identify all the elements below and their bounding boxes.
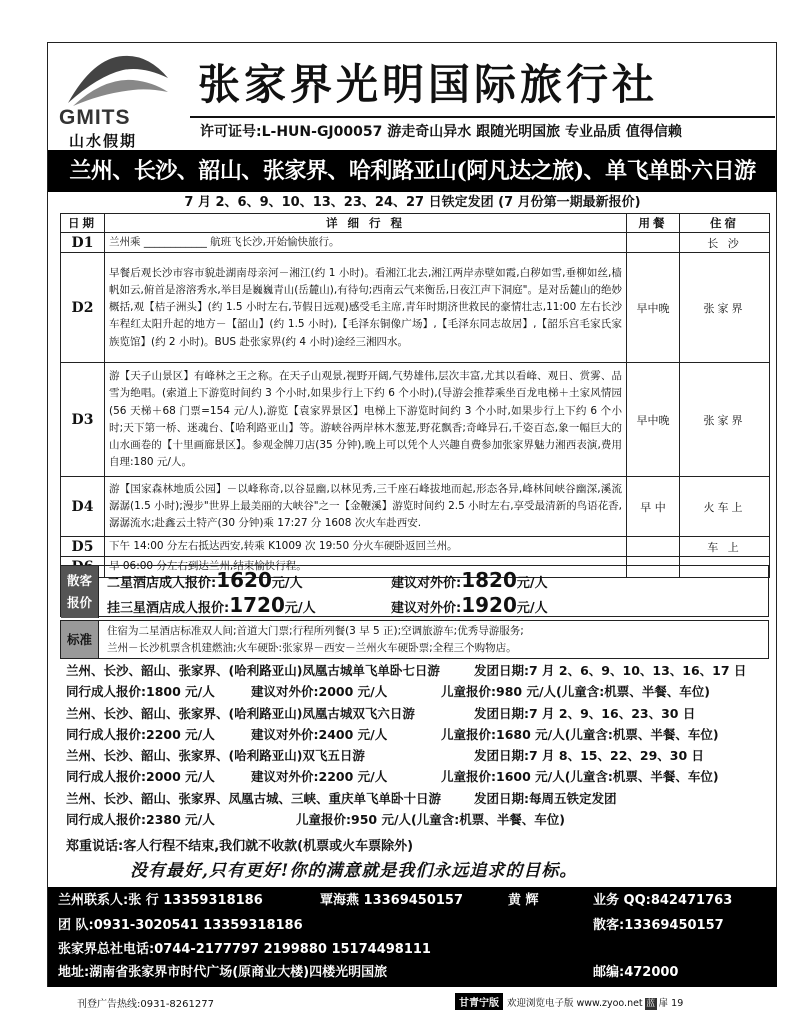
price-row-1: 二星酒店成人报价:1620元/人: [107, 568, 303, 592]
price-label-line1: 散客: [66, 573, 92, 588]
table-row: [61, 537, 770, 557]
table-row: [61, 477, 770, 537]
day-stay: 长 沙: [680, 233, 770, 253]
company-name: 张家界光明国际旅行社: [198, 60, 659, 109]
day-description: 兰州乘 ____________ 航班飞长沙,开始愉快旅行。: [105, 233, 627, 253]
departure-dates: 7 月 2、6、9、10、13、23、24、27 日铁定发团 (7 月份第一期最新报价): [184, 195, 641, 210]
standard-box: [60, 620, 769, 659]
standard-line: 住宿为二星酒店标准双人间;首道大门票;行程所列餐(3 早 5 正);空调旅游车;优秀导游服务;: [107, 625, 524, 637]
route-title: 兰州、长沙、韶山、张家界、凤凰古城、三峡、重庆单飞单卧十日游 发团日期:每周五铁定发团: [66, 790, 617, 806]
table-row: [61, 233, 770, 253]
notice: 郑重说话:客人行程不结束,我们就不收款(机票或火车票除外): [66, 839, 414, 854]
contact-line: 覃海燕 13369450157: [320, 893, 464, 908]
route-title: 兰州、长沙、韶山、张家界、(哈利路亚山)双飞五日游 发团日期:7 月 8、15、22、29、30 日: [66, 748, 705, 764]
itinerary-table: [60, 213, 770, 578]
contact-line: 散客:13369450157: [593, 918, 724, 933]
license-line: 许可证号:L-HUN-GJ00057 游走奇山异水 跟随光明国旅 专业品质 值得信赖: [200, 124, 682, 140]
day-stay: 张家界: [680, 363, 770, 477]
logo-subtext: 山水假期: [69, 132, 138, 150]
day-stay: 张家界: [680, 253, 770, 363]
footer-info: [455, 993, 683, 1010]
table-row: [61, 253, 770, 363]
contact-address: 地址:湖南省张家界市时代广场(原商业大楼)四楼光明国旅: [58, 965, 388, 980]
divider: [190, 116, 775, 118]
header-meal: 用餐: [627, 214, 680, 233]
contact-line: 团 队:0931-3020541 13359318186: [58, 918, 303, 933]
day-meal: [627, 233, 680, 253]
standard-line: 兰州－长沙机票含机建燃油;火车硬卧:张家界－西安－兰州火车硬卧票;全程三个购物店。: [107, 642, 517, 654]
price-box: [60, 565, 769, 617]
tour-title: 兰州、长沙、韶山、张家界、哈利路亚山(阿凡达之旅)、单飞单卧六日游: [48, 150, 777, 192]
day-meal: 早 中: [627, 477, 680, 537]
contact-line: 张家界总社电话:0744-2177797 2199880 15174498111: [58, 942, 431, 957]
table-header: [61, 214, 770, 233]
day-label: D2: [61, 253, 105, 363]
contact-line: 黄 辉: [508, 893, 539, 908]
other-routes: [66, 660, 766, 830]
header-stay: 住宿: [680, 214, 770, 233]
price-row-2: 挂三星酒店成人报价:1720元/人: [107, 593, 316, 617]
day-description: 下午 14:00 分左右抵达西安,转乘 K1009 次 19:50 分火车硬卧返回兰州。: [105, 537, 627, 557]
route-title: 兰州、长沙、韶山、张家界、(哈利路亚山)凤凰古城单飞单卧七日游 发团日期:7 月 2、6、9、10、13、16、17 日: [66, 663, 747, 678]
day-meal: [627, 537, 680, 557]
day-label: D5: [61, 537, 105, 557]
day-stay: 车 上: [680, 537, 770, 557]
ad-hotline: 刊登广告热线:0931-8261277: [77, 999, 214, 1010]
logo-text: GMITS: [59, 106, 131, 129]
day-meal: 早中晚: [627, 253, 680, 363]
price-label: [61, 566, 99, 618]
route-prices: 同行成人报价:1800 元/人 建议对外价:2000 元/人 儿童报价:980 元/人(儿童含:机票、半餐、车位): [66, 684, 710, 700]
day-description: 早 06:00 分左右到达兰州,结束愉快行程。: [105, 557, 627, 577]
slogan: 没有最好,只有更好!你的满意就是我们永远追求的目标。: [130, 861, 578, 881]
day-stay: 火车上: [680, 477, 770, 537]
mountain-logo-icon: [63, 48, 173, 110]
site-text[interactable]: 欢迎浏览电子版 www.zyoo.net: [507, 998, 643, 1009]
price-row-2-suggest: 建议对外价:1920元/人: [391, 593, 548, 617]
blue-badge: 蓝: [646, 999, 656, 1009]
day-label: D3: [61, 363, 105, 477]
page-number: 扉 19: [658, 998, 684, 1009]
route-prices: 同行成人报价:2200 元/人 建议对外价:2400 元/人 儿童报价:1680 元/人(儿童含:机票、半餐、车位): [66, 726, 719, 742]
day-description: 游【国家森林地质公园】－以峰称奇,以谷显幽,以林见秀,三千座石峰拔地而起,形态各异,峰林间峡谷幽深,溪流潺潺(1.5 小时);漫步"世界上最美丽的大峡谷"之一【金鞭溪】游览时间约 2.5 小时左右,享受最清新的鸟语花香,潺潺流水;赴鑫云土特产(30 分钟)乘 17:27 分 1608 次火车赴西安.: [105, 477, 627, 537]
contact-qq: 业务 QQ:842471763: [593, 893, 733, 908]
day-description: 早餐后观长沙市容市貌赴湖南母亲河－湘江(约 1 小时)。看湘江北去,湘江两岸赤壁如霞,白秽如雪,垂柳如丝,樯帆如云,俯首是溶溶秀水,举目是巍巍青山(岳麓山),有待句;西南云气来衡岳,日夜江声下洞庭"。是对岳麓山的绝妙概括,观【桔子洲头】(约 1.5 小时左右,节假日远观)感受毛主席,青年时期济世救民的豪情壮志,11:00 左右长沙车程红太阳升起的地方－【韶山】(约 1.5 小时),【毛泽东铜像广场】,【毛泽东同志故居】,【韶乐宫毛家氏家族览馆】(约 2 小时)。BUS 赴张家界(约 4 小时)途经三湘四水。: [105, 253, 627, 363]
header-detail: 详 细 行 程: [105, 214, 627, 233]
route-prices: 同行成人报价:2380 元/人 儿童报价:950 元/人(儿童含:机票、半餐、车位): [66, 812, 565, 828]
header-date: 日期: [61, 214, 105, 233]
price-row-1-suggest: 建议对外价:1820元/人: [391, 568, 548, 592]
logo: [55, 48, 185, 150]
day-label: D4: [61, 477, 105, 537]
contact-bar: [48, 887, 777, 987]
contact-line: 兰州联系人:张 行 13359318186: [58, 893, 263, 908]
contact-postcode: 邮编:472000: [593, 965, 679, 980]
route-prices: 同行成人报价:2000 元/人 建议对外价:2200 元/人 儿童报价:1600 元/人(儿童含:机票、半餐、车位): [66, 769, 719, 785]
edition-badge: 甘青宁版: [455, 993, 503, 1010]
table-row: [61, 363, 770, 477]
day-meal: 早中晚: [627, 363, 680, 477]
route-title: 兰州、长沙、韶山、张家界、(哈利路亚山)凤凰古城双飞六日游 发团日期:7 月 2、9、16、23、30 日: [66, 705, 696, 721]
price-label-line2: 报价: [66, 595, 92, 610]
day-label: D1: [61, 233, 105, 253]
day-description: 游【天子山景区】有峰林之王之称。在天子山观景,视野开阔,气势雄伟,层次丰富,尤其以看峰、观日、赏雾、品雪为绝唱。(索道上下游览时间约 3 个小时,如果步行上下约 6 个小时),(导游会推荐乘坐百龙电梯＋土家风情园(56 天梯＋68 门票=154 元/人),游览【袁家界景区】电梯上下游览时间约 3 个小时,如果步行上下约 6 个小时;天下第一桥、迷魂台、【哈利路亚山】等。游峡谷两岸林木葱茏,野花飘香;奇峰异石,千姿百态,象一幅巨大的山水画卷的【十里画廊景区】。参观金牌刀店(35 分钟),晚上可以凭个人兴趣自费参加张家界魅力湘西表演,费用自理:180 元/人。: [105, 363, 627, 477]
standard-label: 标准: [61, 621, 99, 658]
